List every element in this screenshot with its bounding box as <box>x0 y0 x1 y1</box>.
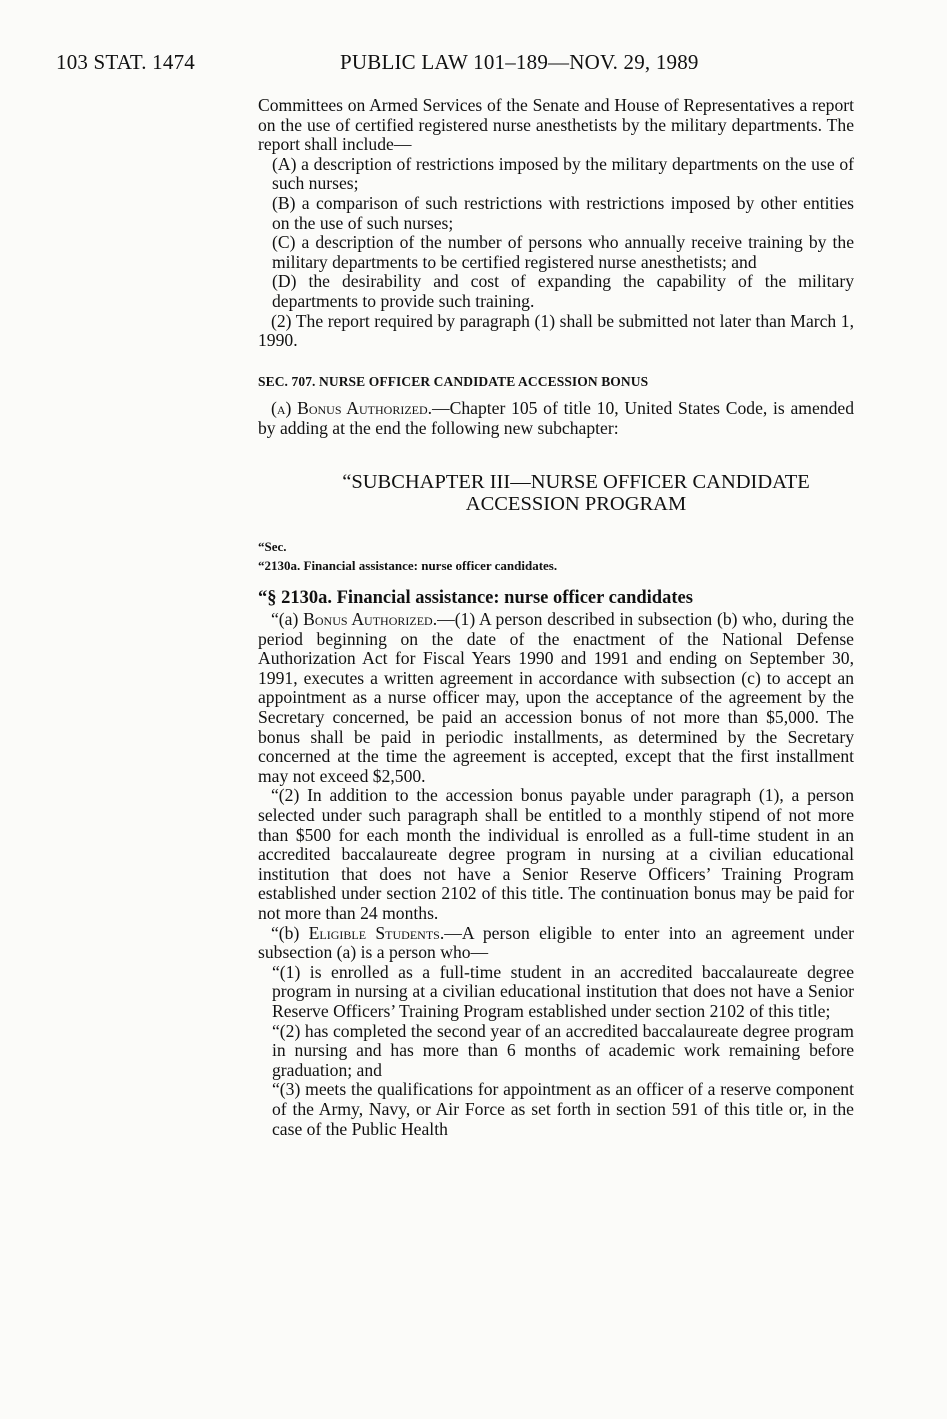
toc-entry-2130a: “2130a. Financial assistance: nurse officer candidates. <box>258 557 558 573</box>
clause-a: (A) a description of restrictions imposed by the military departments on the use of such nurses; <box>272 153 854 194</box>
section-707-heading: SEC. 707. NURSE OFFICER CANDIDATE ACCESSION BONUS <box>258 373 649 389</box>
eligibility-item-3: “(3) meets the qualifications for appointment as an officer of a reserve component of the Army, Navy, or Air Force as set forth in section 591 of this title or, in the case of the Public Health <box>272 1079 854 1139</box>
stat-page-number: 103 STAT. 1474 <box>56 50 195 74</box>
quoted-b-open: “(b) <box>271 922 309 943</box>
toc-sec-label: “Sec. <box>258 538 287 554</box>
section-2130a-title: “§ 2130a. Financial assistance: nurse officer candidates <box>258 587 693 608</box>
subsection-a-heading: (a) Bonus Authorized. <box>271 398 433 419</box>
subsection-a <box>258 399 854 438</box>
subsection-a-text: —Chapter 105 of title 10, United States Code, is amended by adding at the end the following new subchapter: <box>258 398 854 438</box>
subchapter-title: “SUBCHAPTER III—NURSE OFFICER CANDIDATE ACCESSION PROGRAM <box>342 470 810 515</box>
clause-c: (C) a description of the number of persons who annually receive training by the military departments to be certified registered nurse anesthetists; and <box>272 232 854 272</box>
quoted-b-heading: Eligible Students. <box>308 922 445 943</box>
quoted-a-open: “(a) <box>271 609 304 630</box>
public-law-citation: PUBLIC LAW 101–189—NOV. 29, 1989 <box>340 50 699 74</box>
eligibility-item-2: “(2) has completed the second year of an accredited baccalaureate degree program in nursing and has more than 6 months of academic work remaining before graduation; and <box>272 1020 854 1080</box>
clause-b: (B) a comparison of such restrictions with restrictions imposed by other entities on the use of such nurses; <box>272 192 854 233</box>
paragraph-2-deadline: (2) The report required by paragraph (1) shall be submitted not later than March 1, 1990. <box>258 310 854 351</box>
quoted-subsection-b <box>258 924 854 963</box>
body-text <box>258 96 854 1139</box>
eligibility-item-1: “(1) is enrolled as a full-time student in an accredited baccalaureate degree program in nursing at a civilian educational institution that does not have a Senior Reserve Officers’ Training Program established under section 2102 of this title; <box>272 961 854 1021</box>
quoted-subsection-a <box>258 610 854 786</box>
clause-d: (D) the desirability and cost of expanding the capability of the military departments to provide such training. <box>272 271 854 311</box>
quoted-a-heading: Bonus Authorized. <box>303 609 438 630</box>
quoted-paragraph-2-stipend: “(2) In addition to the accession bonus payable under paragraph (1), a person selected under such paragraph shall be entitled to a monthly stipend of not more than $500 for each month the individual is enrolled as a full-time student in an accredited baccalaureate degree program in nursing at a civilian educational institution that does not have a Senior Reserve Officers’ Training Program established under section 2102 of this title. The continuation bonus may be paid for not more than 24 months. <box>258 785 854 923</box>
running-header <box>56 50 856 80</box>
paragraph-report-intro: Committees on Armed Services of the Senate and House of Representatives a report on the use of certified registered nurse anesthetists by the military departments. The report shall include— <box>258 95 854 155</box>
quoted-a-text: —(1) A person described in subsection (b) who, during the period beginning on the date of the enactment of the National Defense Authorization Act for Fiscal Years 1990 and 1991 and ending on September 30, 1991, executes a written agreement in accordance with subsection (c) to accept an appointment as a nurse officer may, upon the acceptance of the agreement by the Secretary concerned, be paid an accession bonus of not more than $5,000. The bonus shall be paid in periodic installments, as determined by the Secretary concerned at the time the agreement is accepted, except that the first installment may not exceed $2,500. <box>258 609 854 786</box>
quoted-b-text: —A person eligible to enter into an agreement under subsection (a) is a person who— <box>258 922 854 963</box>
